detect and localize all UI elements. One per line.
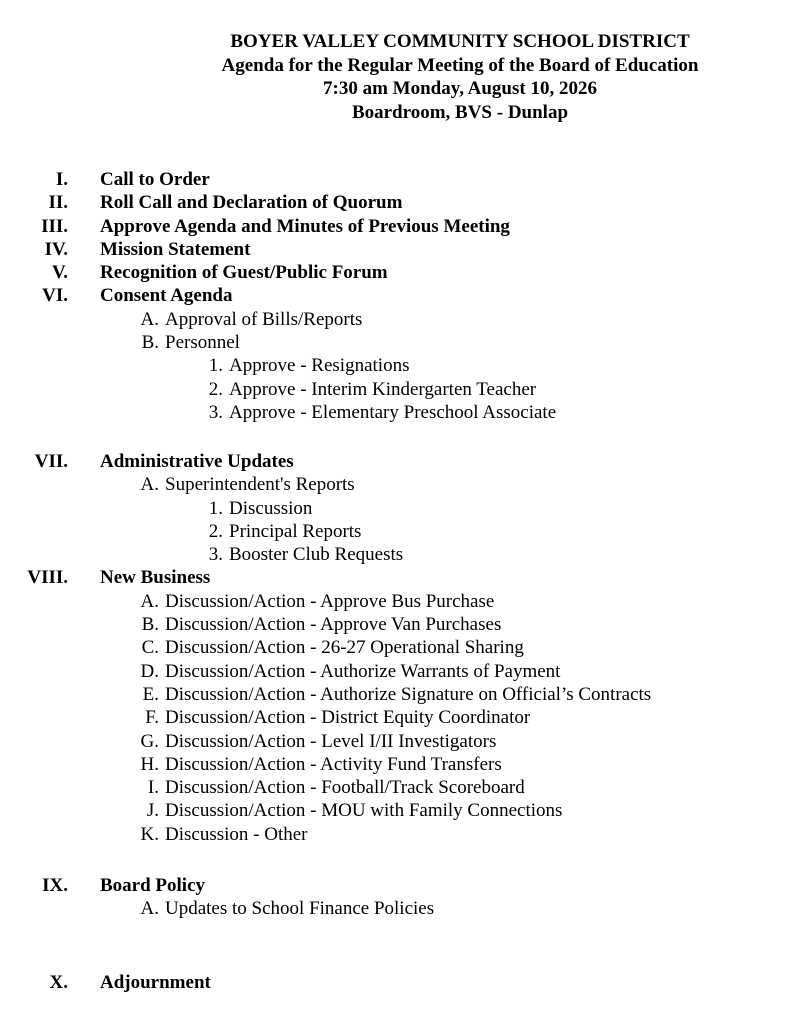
agenda-subsubitem: 2. Approve - Interim Kindergarten Teacher (208, 378, 537, 400)
agenda-item-ix: IX. Board Policy (42, 875, 206, 896)
agenda-item-iv: IV. Mission Statement (44, 238, 251, 260)
agenda-subitem: A. Superintendent's Reports (140, 474, 355, 496)
agenda-subitem: A. Approval of Bills/Reports (140, 308, 363, 330)
agenda-subsubitem: 3. Approve - Elementary Preschool Associate (208, 401, 557, 423)
district-name: BOYER VALLEY COMMUNITY SCHOOL DISTRICT (230, 31, 690, 52)
agenda-subitem: C. Discussion/Action - 26-27 Operational Sharing (141, 637, 524, 659)
agenda-item-vii: VII. Administrative Updates (34, 451, 294, 472)
meeting-location: Boardroom, BVS - Dunlap (351, 101, 569, 123)
agenda-subitem: E. Discussion/Action - Authorize Signature on Official’s Contracts (142, 683, 652, 705)
agenda-subitem: A. Discussion/Action - Approve Bus Purchase (140, 590, 495, 612)
agenda-subitem: H. Discussion/Action - Activity Fund Transfers (140, 753, 502, 775)
agenda-header (180, 30, 740, 124)
agenda-item-vi: VI. Consent Agenda (42, 285, 233, 307)
agenda-subsubitem: 1. Discussion (208, 497, 313, 519)
agenda-subitem: G. Discussion/Action - Level I/II Investigators (140, 730, 497, 752)
agenda-subitem: J. Discussion/Action - MOU with Family Connections (146, 800, 563, 822)
meeting-title: Agenda for the Regular Meeting of the Board of Education (221, 54, 699, 76)
agenda-item-iii: III. Approve Agenda and Minutes of Previous Meeting (41, 215, 510, 237)
agenda-subitem: K. Discussion - Other (140, 823, 308, 845)
agenda-subitem: B. Personnel (141, 332, 240, 354)
agenda-subitem: F. Discussion/Action - District Equity Coordinator (145, 707, 531, 729)
agenda-subitem: D. Discussion/Action - Authorize Warrants of Payment (140, 660, 561, 682)
agenda-subitem: I. Discussion/Action - Football/Track Scoreboard (147, 777, 525, 799)
agenda-subsubitem: 2. Principal Reports (208, 520, 362, 542)
agenda-subitem: B. Discussion/Action - Approve Van Purchases (141, 614, 502, 636)
agenda-block-2 (0, 450, 810, 846)
agenda-item-x: X. Adjournment (49, 972, 211, 993)
agenda-item-ii: II. Roll Call and Declaration of Quorum (48, 192, 403, 214)
agenda-block-1 (0, 168, 810, 424)
agenda-block-3 (0, 874, 810, 921)
agenda-block-4 (0, 971, 810, 994)
agenda-item-viii: VIII. New Business (27, 567, 211, 589)
agenda-subitem: A. Updates to School Finance Policies (140, 898, 435, 920)
agenda-item-v: V. Recognition of Guest/Public Forum (51, 262, 388, 284)
agenda-subsubitem: 1. Approve - Resignations (208, 355, 410, 377)
meeting-datetime: 7:30 am Monday, August 10, 2026 (323, 78, 597, 99)
agenda-subsubitem: 3. Booster Club Requests (208, 544, 404, 566)
agenda-item-i: I. Call to Order (55, 169, 210, 190)
